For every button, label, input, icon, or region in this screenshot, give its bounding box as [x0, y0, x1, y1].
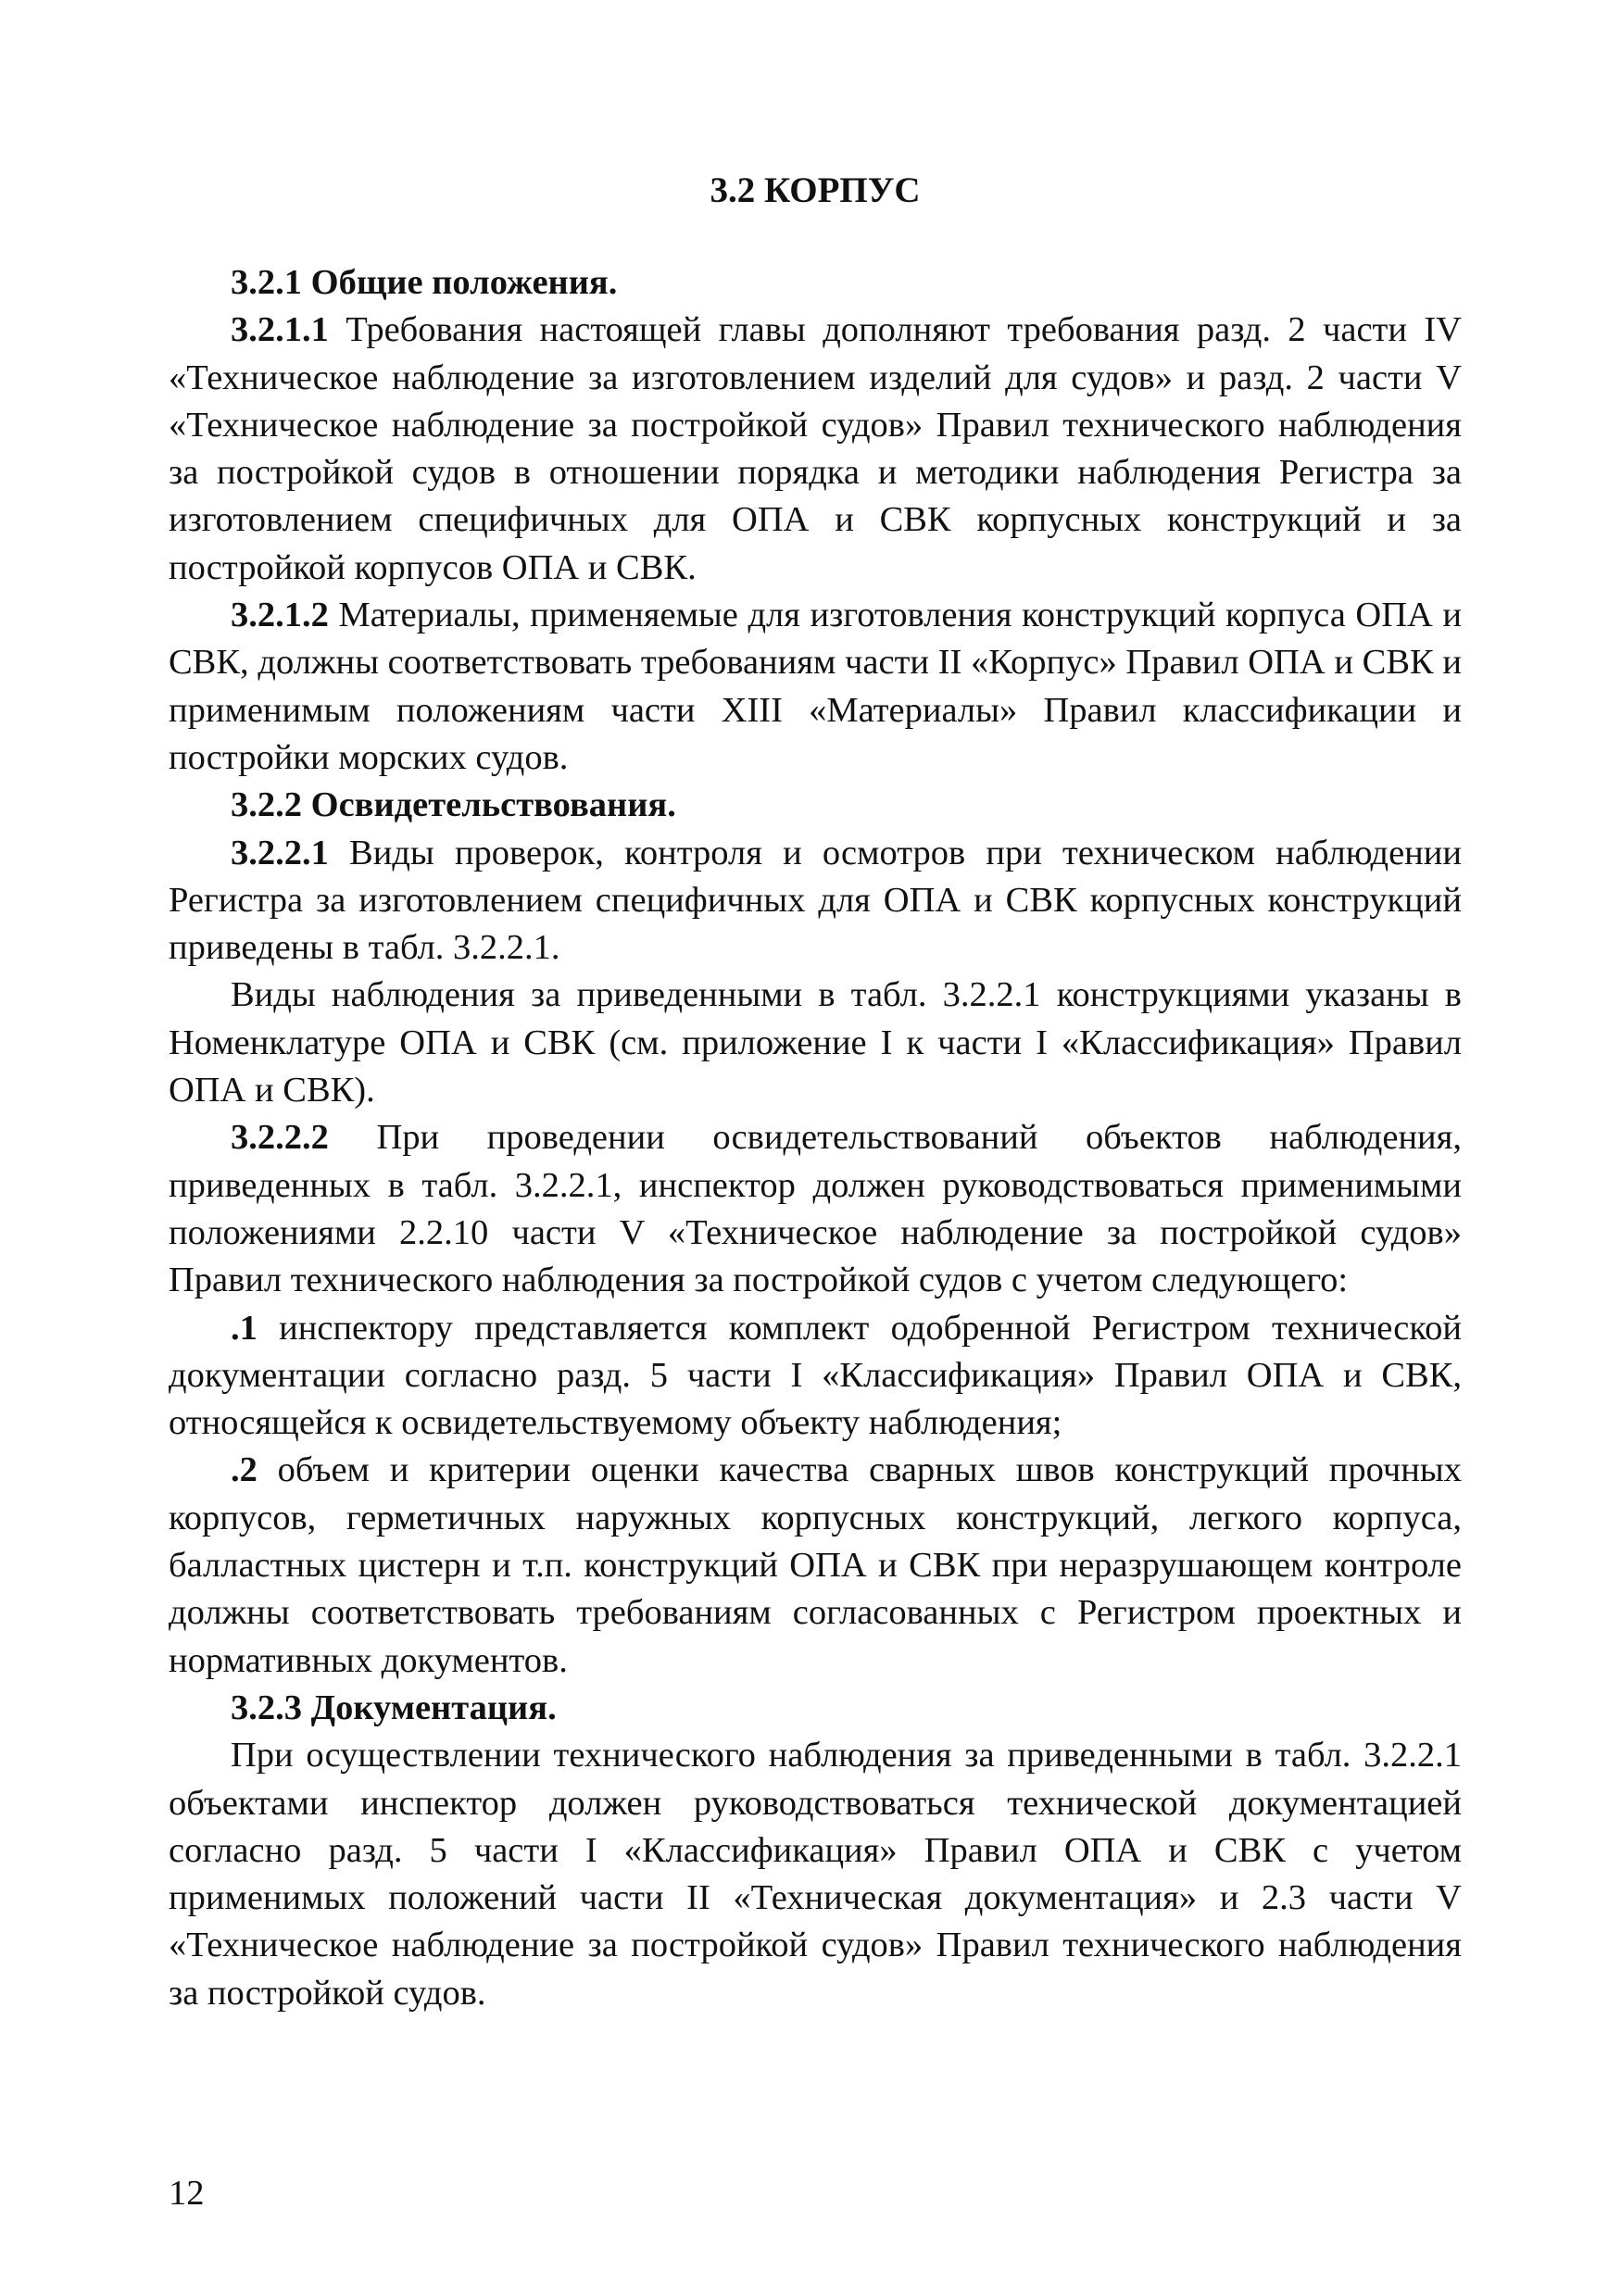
paragraph-text: При проведении освидетельствований объектов наблюдения, приведенных в табл. 3.2.2.1, инспектор должен руководствоваться применимыми положениями 2.2.10 части V «Техническое наблюдение за постройкой судов» Правил технического наблюдения за постройкой судов с учетом следующего:: [169, 1118, 1462, 1300]
paragraph-text: Материалы, применяемые для изготовления конструкций корпуса ОПА и СВК, должны соответствовать требованиям части II «Корпус» Правил ОПА и СВК и применимым положениям части XIII «Материалы» Правил классификации и постройки морских судов.: [169, 596, 1462, 777]
paragraph-text: При осуществлении технического наблюдения за приведенными в табл. 3.2.2.1 объектами инспектор должен руководствоваться технической документацией согласно разд. 5 части I «Классификация» Правил ОПА и СВК с учетом применимых положений части II «Техническая документация» и 2.3 части V «Техническое наблюдение за постройкой судов» Правил технического наблюдения за постройкой судов.: [169, 1736, 1462, 2013]
paragraph-3-2-1-2: [169, 592, 1462, 782]
paragraph-3-2-2-2: [169, 1114, 1462, 1304]
heading-3-2-2: [169, 782, 1462, 829]
clause-number: 3.2.1.1: [231, 310, 329, 350]
document-body: [169, 167, 1462, 2017]
heading-3-2-3: [169, 1685, 1462, 1732]
paragraph-3-2-2-1: [169, 830, 1462, 972]
paragraph-text: инспектору представляется комплект одобренной Регистром технической документации согласно разд. 5 части I «Классификация» Правил ОПА и СВК, относящейся к освидетельствуемому объекту наблюдения;: [169, 1308, 1462, 1443]
heading-3-2-1: [169, 259, 1462, 307]
list-item-number: .2: [231, 1450, 258, 1490]
section-title: 3.2 КОРПУС: [710, 170, 921, 210]
paragraph-documentation: [169, 1732, 1462, 2017]
heading-number: 3.2.3 Документация.: [231, 1687, 557, 1727]
list-item-1: [169, 1305, 1462, 1448]
paragraph-text: Виды проверок, контроля и осмотров при техническом наблюдении Регистра за изготовлением специфичных для ОПА и СВК корпусных конструкций приведены в табл. 3.2.2.1.: [169, 833, 1462, 968]
paragraph-3-2-1-1: [169, 307, 1462, 592]
paragraph-observation-types: [169, 972, 1462, 1114]
paragraph-text: объем и критерии оценки качества сварных швов конструкций прочных корпусов, герметичных наружных корпусных конструкций, легкого корпуса, балластных цистерн и т.п. конструкций ОПА и СВК при неразрушающем контроле должны соответствовать требованиям согласованных с Регистром проектных и нормативных документов.: [169, 1450, 1462, 1680]
list-item-number: .1: [231, 1308, 258, 1348]
paragraph-text: Требования настоящей главы дополняют требования разд. 2 части IV «Техническое наблюдение за изготовлением изделий для судов» и разд. 2 части V «Техническое наблюдение за постройкой судов» Правил технического наблюдения за постройкой судов в отношении порядка и методики наблюдения Регистра за изготовлением специфичных для ОПА и СВК корпусных конструкций и за постройкой корпусов ОПА и СВК.: [169, 310, 1462, 587]
heading-number: 3.2.2 Освидетельствования.: [231, 785, 676, 825]
paragraph-text: Виды наблюдения за приведенными в табл. 3.2.2.1 конструкциями указаны в Номенклатуре ОПА и СВК (см. приложение I к части I «Классификация» Правил ОПА и СВК).: [169, 975, 1462, 1110]
list-item-2: [169, 1447, 1462, 1684]
clause-number: 3.2.2.1: [231, 833, 329, 872]
page-number: 12: [169, 2174, 205, 2213]
clause-number: 3.2.1.2: [231, 596, 329, 635]
clause-number: 3.2.2.2: [231, 1118, 329, 1158]
heading-number: 3.2.1 Общие положения.: [231, 263, 618, 302]
